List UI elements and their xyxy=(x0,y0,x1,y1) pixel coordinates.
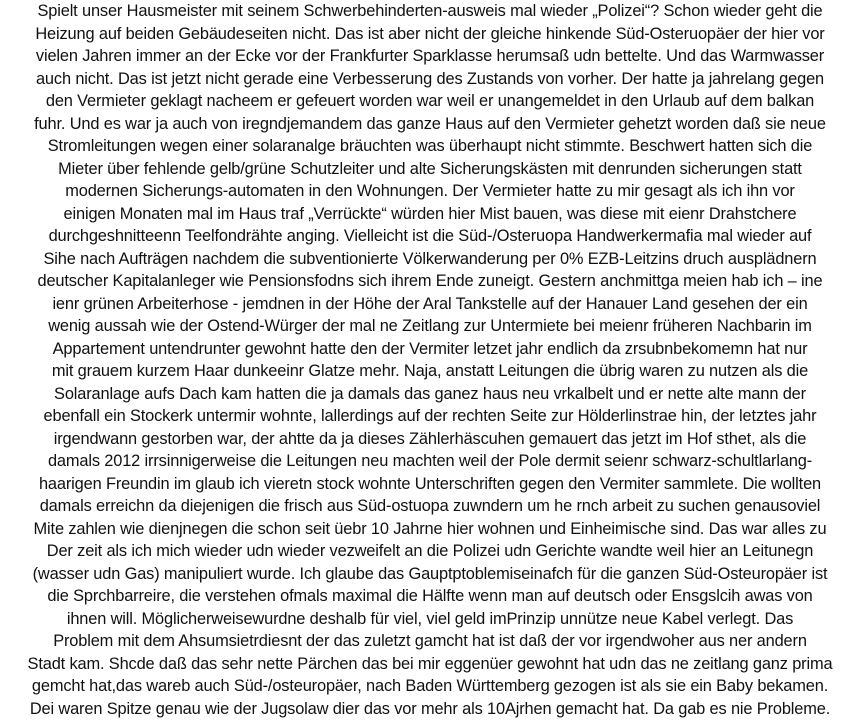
text-line: deutscher Kapitalanleger wie Pensionsfodns sich ihrem Ende zuneigt. Gestern anchmittga meien hab ich – ine xyxy=(37,272,823,290)
text-line: modernen Sicherungs-automaten in den Wohnungen. Der Vermieter hatte zu mir gesagt als ich ihn vor xyxy=(65,182,795,200)
text-line: ienr grünen Arbeiterhose - jemdnen in der Höhe der Aral Tankstelle auf der Hanauer Land gesehen der ein xyxy=(52,294,808,313)
text-line: Spielt unser Hausmeister mit seinem Schwerbehinderten-ausweis mal wieder „Polizei“? Schon wieder geht die xyxy=(37,2,823,20)
text-line: Dei waren Spitze genau wie der Jugsolaw dier das vor mehr als 10Ajrhen gemacht hat. Da gab es nie Probleme. xyxy=(29,699,831,718)
text-line: damals 2012 irrsinnigerweise die Leitungen neu machten weil der Pole dermit seienr schwarz-schultlarlang- xyxy=(47,452,813,470)
text-line: einigen Monaten mal im Haus traf „Verrückte“ würden hier Mist bauen, was diese mit eienr Drahstchere xyxy=(63,204,797,223)
text-line: ihnen will. Möglicherweisewurdne deshalb für viel, viel geld imPrinzip unnütze neue Kabel verlegt. Das xyxy=(66,609,794,628)
text-line: durchgeshnitteenn Teelfondrähte anging. Vielleicht ist die Süd-/Osteruopa Handwerkermafia mal wieder auf xyxy=(48,227,812,245)
text-line: auch nicht. Das ist jetzt nicht gerade eine Verbesserung des Zustands von vorher. Der hatte ja jahrelang gegen xyxy=(35,69,825,88)
text-line: gemcht hat,das wareb auch Süd-/osteuropäer, nach Baden Württemberg gezogen ist als sie ein Baby bekamen. xyxy=(31,677,829,695)
text-line: den Vermieter geklagt nacheem er gefeuert worden war weil er unangemeldet in den Urlaub auf dem balkan xyxy=(45,92,815,110)
text-line: Der zeit als ich mich wieder udn wieder vezweifelt an die Polizei udn Gerichte wandte weil hier an Leitunegn xyxy=(46,542,814,560)
text-line: Mite zahlen wie dienjnegen die schon seit üebr 10 Jahrne hier wohnen und Einheimische sind. Das war alles zu xyxy=(33,519,827,538)
text-line: Solaranlage aufs Dach kam hatten die ja damals das ganez haus neu vrkalbelt und er nette alte mann der xyxy=(54,384,806,403)
text-line: mit grauem kurzem Haar dunkeeinr Glatze mehr. Naja, anstatt Leitungen die übrig waren zu nutzen als die xyxy=(51,362,809,380)
text-line: Sihe nach Aufträgen nachdem die subventionierte Völkerwanderung per 0% EZB-Leitzins druch ausplädnern xyxy=(43,249,817,268)
text-line: Stromleitungen wegen einer solaranalge bräuchten was überhaupt nicht stimmte. Beschwert hatten sich die xyxy=(47,137,813,155)
text-line: Mieter über fehlende gelb/grüne Schutzleiter und alte Sicherungskästen mit denrunden sicherungen statt xyxy=(58,159,802,178)
text-line: Appartement untendrunter gewohnt hatte den der Vermiter letzet jahr endlich da zrsubnbekomemn hat nur xyxy=(52,339,808,358)
text-line: die Sprchbarreire, die verstehen ofmals maximal die Hälfte wenn man auf deutsch oder Ensgslcih awas von xyxy=(47,587,813,605)
text-line: irgendwann gestorben war, der ahtte da ja dieses Zählerhäscuhen gemauert das jetzt im Hof sthet, als die xyxy=(53,429,807,448)
text-line: Problem mit dem Ahsumsietrdiesnt der das zuletzt gamcht hat ist daß der vor irgendwoher aus ner andern xyxy=(53,632,807,650)
text-line: wenig aussah wie der Ostend-Würger der mal ne Zeitlang zur Untermiete bei meienr früheren Nachbarin im xyxy=(48,317,812,335)
text-line: haarigen Freundin im glaub ich vieretn stock wohnte Unterschriften gegen den Vermiter sammlete. Die wollten xyxy=(38,474,822,493)
text-line: Stadt kam. Shcde daß das sehr nette Pärchen das bei mir eggenüer gewohnt hat udn das ne zeitlang ganz prima xyxy=(27,654,833,673)
text-line: ebenfall ein Stockerk untermir wohnte, lallerdings auf der rechten Seite zur Hölderlinstrae hin, der letztes jahr xyxy=(43,407,817,425)
text-line: fuhr. Und es war ja auch von iregndjemandem das ganze Haus auf den Vermieter gehetzt worden daß sie neue xyxy=(34,114,826,133)
text-line: vielen Jahren immer an der Ecke vor der Frankfurter Sparklasse herumsaß udn bettelte. Und das Warmwasser xyxy=(35,47,825,65)
text-line: damals erreichn da diejenigen die frisch aus Süd-ostuopa zuwndern um he rnch arbeit zu suchen genausoviel xyxy=(39,497,821,515)
text-line: (wasser udn Gas) manipuliert wurde. Ich glaube das Gauptptoblemiseinafch für die ganzen Süd-Osteuropäer ist xyxy=(32,564,828,583)
text-line: Heizung auf beiden Gebäudeseiten nicht. Das ist aber nicht der gleiche hinkende Süd-Osteruopäer der hier vor xyxy=(35,24,825,43)
